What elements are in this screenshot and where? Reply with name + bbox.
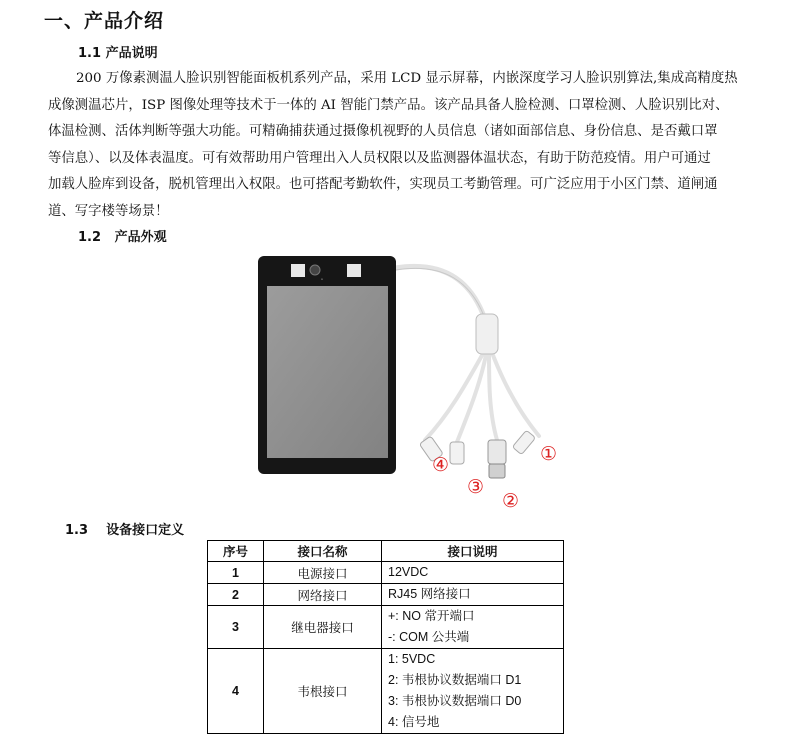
product-appearance-figure xyxy=(255,252,565,512)
cable-bundle xyxy=(395,266,539,442)
desc-line: +: NO 常开端口 xyxy=(388,609,475,623)
table-row xyxy=(208,584,564,606)
row-no: 3 xyxy=(208,606,264,649)
paragraph-line: 道、写字楼等场景！ xyxy=(48,203,169,219)
callout-3: ③ xyxy=(467,476,485,498)
subsection-1-1-heading xyxy=(78,42,158,61)
subsection-title: 产品说明 xyxy=(105,46,158,61)
connector-relay xyxy=(450,442,464,464)
desc-line: RJ45 网络接口 xyxy=(388,587,471,601)
table-row xyxy=(208,606,564,649)
subsection-title: 产品外观 xyxy=(114,230,167,245)
subsection-1-2-heading xyxy=(78,226,167,245)
col-header-no: 序号 xyxy=(208,541,264,562)
row-name: 网络接口 xyxy=(264,584,382,606)
col-header-desc: 接口说明 xyxy=(382,541,564,562)
ir-sensor-left xyxy=(291,264,305,277)
row-no: 1 xyxy=(208,562,264,584)
callout-1: ① xyxy=(540,443,558,465)
section-title: 一、产品介绍 xyxy=(44,10,165,32)
col-header-name: 接口名称 xyxy=(264,541,382,562)
desc-line: 12VDC xyxy=(388,565,429,579)
svg-text:ᵒ: ᵒ xyxy=(321,278,324,284)
interface-definition-table xyxy=(207,540,564,734)
table-row xyxy=(208,649,564,734)
paragraph-line: 等信息）、以及体表温度。可有效帮助用户管理出入人员权限以及监测器体温状态，有助于防范疫情。用户可通过 xyxy=(48,150,711,166)
subsection-number: 1.3 xyxy=(65,523,89,538)
callout-2: ② xyxy=(502,490,520,512)
ir-sensor-right xyxy=(347,264,361,277)
paragraph-line: 加载人脸库到设备，脱机管理出入权限。也可搭配考勤软件，实现员工考勤管理。可广泛应用于小区门禁、道闸通 xyxy=(48,177,718,192)
desc-line: -: COM 公共端 xyxy=(388,630,470,644)
subsection-number: 1.2 xyxy=(78,230,102,245)
desc-line: 1: 5VDC xyxy=(388,652,436,666)
subsection-number: 1.1 xyxy=(78,46,102,61)
row-name: 继电器接口 xyxy=(264,606,382,649)
desc-line: 4: 信号地 xyxy=(388,715,440,729)
table-header-row xyxy=(208,541,564,562)
desc-line: 2: 韦根协议数据端口 D1 xyxy=(388,673,522,687)
connector-dc-power xyxy=(512,430,535,455)
row-desc xyxy=(382,584,564,606)
camera-lens xyxy=(310,265,320,275)
row-no: 4 xyxy=(208,649,264,734)
desc-line: 3: 韦根协议数据端口 D0 xyxy=(388,694,522,708)
subsection-1-3-heading xyxy=(65,519,184,538)
subsection-title: 设备接口定义 xyxy=(106,523,185,538)
paragraph-line: 成像测温芯片，ISP 图像处理等技术于一体的 AI 智能门禁产品。该产品具备人脸检测、口罩检测、人脸识别比对、 xyxy=(48,97,729,113)
row-desc xyxy=(382,649,564,734)
device-illustration xyxy=(255,252,565,502)
cable-splitter xyxy=(476,314,498,354)
row-no: 2 xyxy=(208,584,264,606)
paragraph-line: 体温检测、活体判断等强大功能。可精确捕获通过摄像机视野的人员信息（诸如面部信息、身份信息、是否戴口罩 xyxy=(48,124,718,139)
row-name: 韦根接口 xyxy=(264,649,382,734)
paragraph-line: 200 万像素测温人脸识别智能面板机系列产品，采用 LCD 显示屏幕，内嵌深度学习人脸识别算法,集成高精度热 xyxy=(76,71,738,86)
row-name: 电源接口 xyxy=(264,562,382,584)
callout-4: ④ xyxy=(432,454,450,476)
table-row xyxy=(208,562,564,584)
connector-rj45 xyxy=(488,440,506,478)
product-description xyxy=(48,66,748,225)
row-desc xyxy=(382,562,564,584)
row-desc xyxy=(382,606,564,649)
